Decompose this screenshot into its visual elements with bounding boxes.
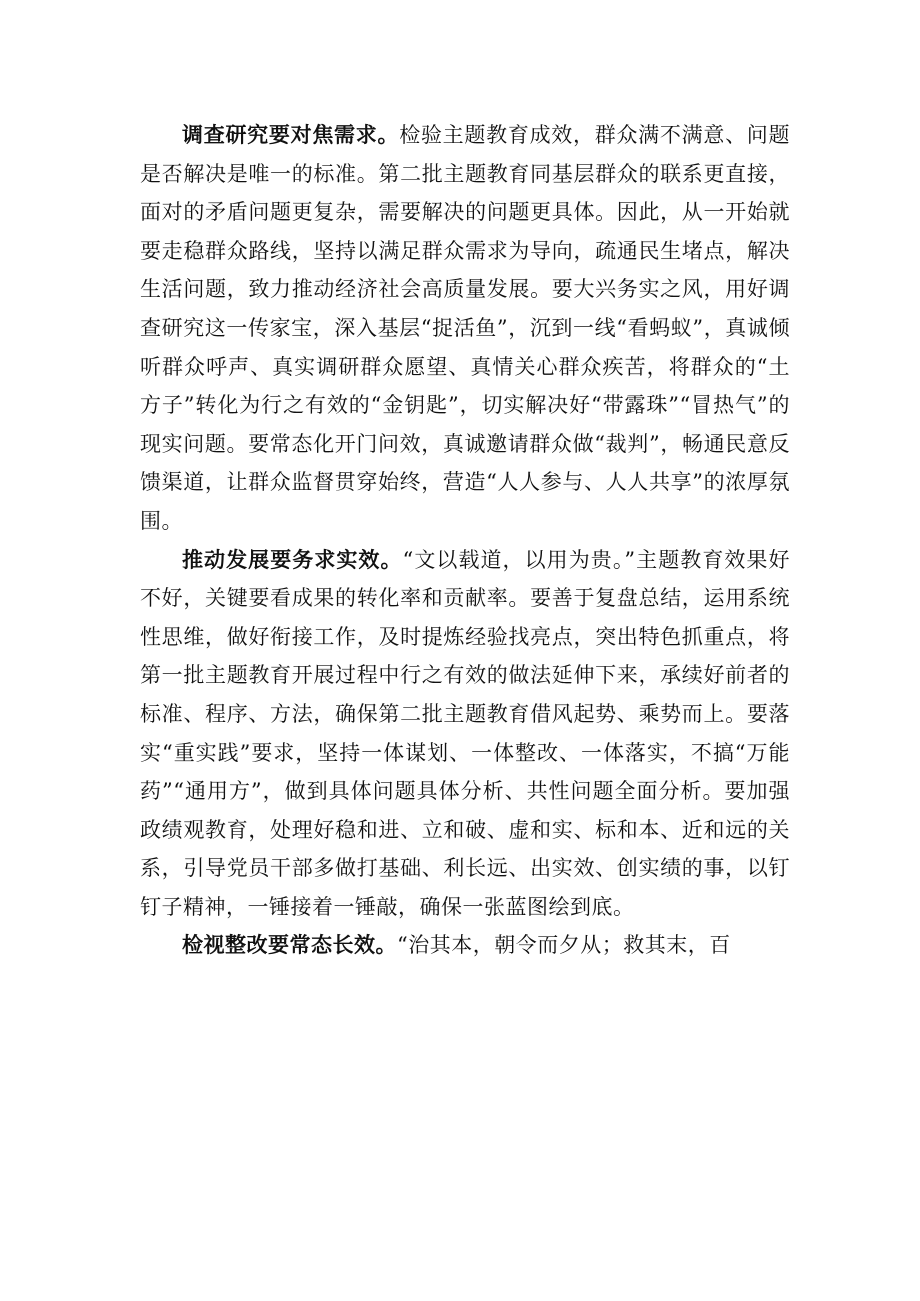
document-page	[140, 116, 790, 965]
paragraph-body: 检验主题教育成效，群众满不满意、问题是否解决是唯一的标准。第二批主题教育同基层群众的联系更直接，面对的矛盾问题更复杂，需要解决的问题更具体。因此，从一开始就要走稳群众路线，坚持以满足群众需求为导向，疏通民生堵点，解决生活问题，致力推动经济社会高质量发展。要大兴务实之风，用好调查研究这一传家宝，深入基层“捉活鱼”，沉到一线“看蚂蚁”，真诚倾听群众呼声、真实调研群众愿望、真情关心群众疾苦，将群众的“土方子”转化为行之有效的“金钥匙”，切实解决好“带露珠”“冒热气”的现实问题。要常态化开门问效，真诚邀请群众做“裁判”，畅通民意反馈渠道，让群众监督贯穿始终，营造“人人参与、人人共享”的浓厚氛围。	[140, 123, 791, 533]
paragraph-lead: 推动发展要务求实效。	[182, 547, 403, 572]
paragraph-lead: 检视整改要常态长效。	[182, 933, 397, 958]
paragraph-body: “文以载道，以用为贵。”主题教育效果好不好，关键要看成果的转化率和贡献率。要善于复盘总结，运用系统性思维，做好衔接工作，及时提炼经验找亮点，突出特色抓重点，将第一批主题教育开展过程中行之有效的做法延伸下来，承续好前者的标准、程序、方法，确保第二批主题教育借风起势、乘势而上。要落实“重实践”要求，坚持一体谋划、一体整改、一体落实，不搞“万能药”“通用方”，做到具体问题具体分析、共性问题全面分析。要加强政绩观教育，处理好稳和进、立和破、虚和实、标和本、近和远的关系，引导党员干部多做打基础、利长远、出实效、创实绩的事，以钉钉子精神，一锤接着一锤敲，确保一张蓝图绘到底。	[140, 547, 790, 919]
paragraph-lead: 调查研究要对焦需求。	[182, 123, 400, 147]
paragraph-survey-research	[140, 116, 790, 541]
paragraph-promote-development	[140, 541, 790, 927]
paragraph-body: “治其本，朝令而夕从；救其末，百	[397, 933, 731, 958]
paragraph-inspection-rectification	[140, 926, 790, 965]
